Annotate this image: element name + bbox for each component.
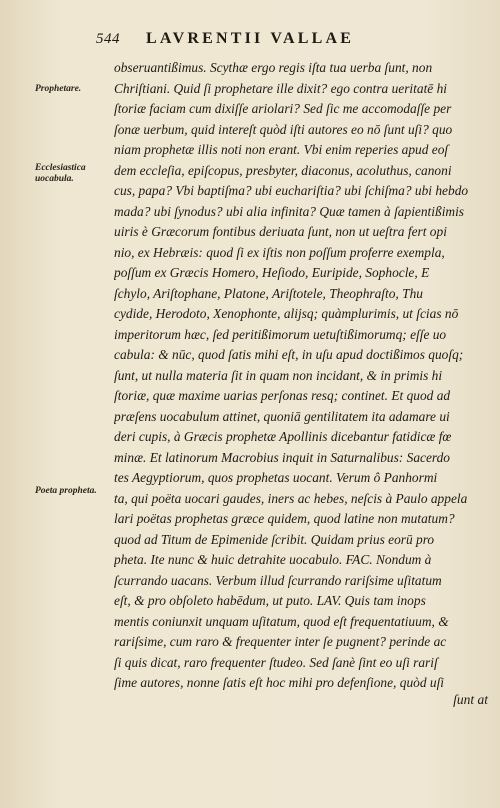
margin-note-prophetare: Prophetare. [35, 84, 82, 94]
text-line: ſime autores, nonne ſatis eſt hoc mihi pro defenſione, quòd uſi [114, 675, 445, 690]
text-line: mada? ubi ſynodus? ubi alia infinita? Quæ tamen à ſapientißimis [114, 203, 465, 219]
text-line: ſonæ uerbum, quid intereſt quòd iſti autores eo nō ſunt uſi? quo [114, 121, 453, 137]
text-line: ſchylo, Ariſtophane, Platone, Ariſtotele, Theophraſto, Thu [114, 285, 423, 301]
text-line: tes Aegyptiorum, quos prophetas uocant. Verum ô Panhormi [114, 470, 438, 485]
page-header [96, 30, 486, 54]
text-line: mentis coniunxit unquam uſitatum, quod eſt frequentatiuum, & [114, 613, 449, 629]
text-line: ſtoriæ faciam cum dixiſſe ariolari? Sed ſic me accomodaſſe per [114, 101, 452, 116]
text-line: poſſum ex Græcis Homero, Heſiodo, Euripide, Sophocle, E [114, 265, 430, 280]
text-line: dem eccleſia, epiſcopus, presbyter, diaconus, acoluthus, canoni [114, 162, 452, 178]
text-line: deri cupis, à Græcis prophetæ Apollinis dicebantur fatidicæ fœ [114, 429, 452, 444]
text-line: rariſsime, cum raro & frequenter inter ſe pugnent? perinde ac [114, 634, 447, 649]
text-line: pheta. Ite nunc & huic detrahite uocabulo. FAC. Nondum à [114, 552, 432, 567]
text-line: eſt, & pro obſoleto habēdum, ut puto. LAV. Quis tam inops [114, 593, 426, 608]
catchword: ſunt at [453, 692, 488, 707]
text-line: minæ. Et latinorum Macrobius inquit in Saturnalibus: Sacerdo [114, 449, 451, 465]
text-line: imperitorum hæc, ſed peritißimorum uetuſtißimorumq; eſſe uo [114, 326, 447, 342]
body-text [114, 58, 486, 694]
text-line: lari poëtas prophetas græce quidem, quod latine non mutatum? [114, 511, 455, 526]
running-title: LAVRENTII VALLAE [146, 30, 355, 47]
text-line: cydide, Herodoto, Xenophonte, alijsq; quàmplurimis, ut ſcias nō [114, 306, 459, 321]
text-line: Chriſtiani. Quid ſi prophetare ille dixit? ego contra ueritatē hi [114, 80, 447, 96]
text-line: cus, papa? Vbi baptiſma? ubi euchariſtia? ubi ſchiſma? ubi hebdo [114, 183, 469, 198]
text-line: cabula: & nūc, quod ſatis mihi eſt, in uſu apud doctißimos quoſq; [114, 347, 464, 362]
text-line: nio, ex Hebræis: quod ſi ex iſtis non poſſum proferre exempla, [114, 244, 445, 260]
margin-note-ecclesiastica: Ecclesiastica uocabula. [35, 163, 86, 184]
text-line: ta, qui poëta uocari gaudes, iners ac hebes, neſcis à Paulo appela [114, 490, 468, 506]
text-line: uiris è Græcorum fontibus deriuata ſunt, non ut ueſtra fert opi [114, 224, 447, 239]
text-line: niam prophetæ illis noti non erant. Vbi enim reperies apud eoſ [114, 142, 449, 157]
text-line: ſi quis dicat, raro frequenter ſtudeo. Sed ſanè ſint eo uſi rariſ [114, 654, 438, 670]
text-line: ſcurrando uacans. Verbum illud ſcurrando rariſsime uſitatum [114, 572, 442, 588]
text-line: præſens uocabulum attinet, quoniā gentilitatem ita adamare ui [114, 408, 450, 424]
text-line: obseruantißimus. Scythæ ergo regis iſta tua uerba ſunt, non [114, 60, 433, 75]
text-line: quod ad Titum de Epimenide ſcribit. Quidam prius eorū pro [114, 531, 435, 547]
text-line: ſunt, ut nulla materia ſit in quam non incidant, & in primis hi [114, 367, 443, 383]
text-line: ſtoriæ, quæ maxime uarias perſonas resq; continet. Et quod ad [114, 388, 451, 403]
margin-note-poeta-propheta: Poeta propheta. [35, 486, 97, 496]
page-number: 544 [96, 31, 120, 47]
